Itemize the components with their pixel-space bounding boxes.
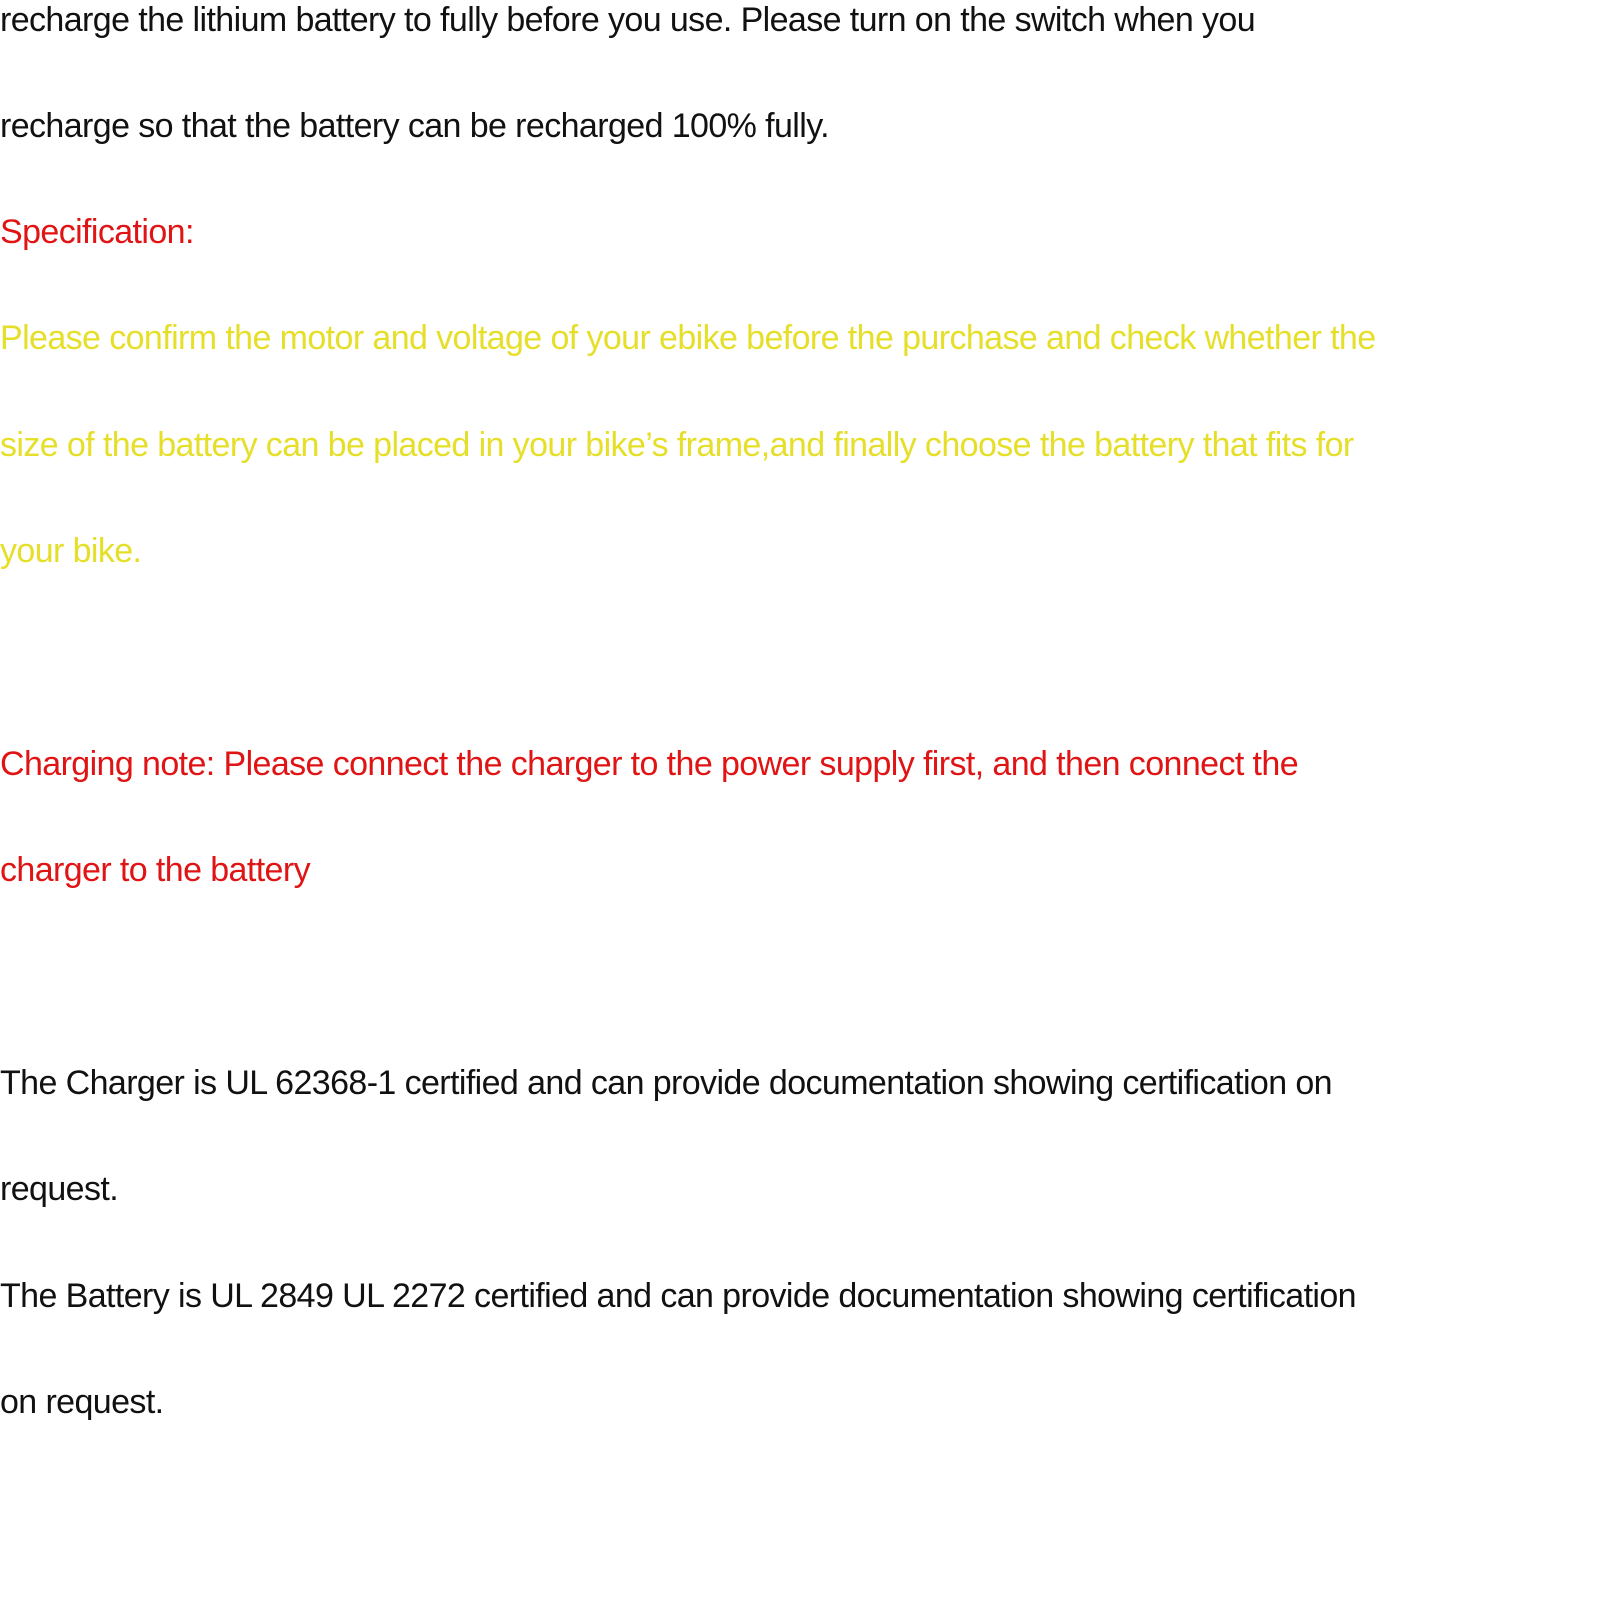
intro-text-line-2: recharge so that the battery can be recharged 100% fully. [0,107,829,145]
battery-certification-line-1: The Battery is UL 2849 UL 2272 certified and can provide documentation showing certification [0,1277,1356,1315]
charging-note-line-2: charger to the battery [0,851,310,889]
specification-text-line-2: size of the battery can be placed in your bike’s frame,and finally choose the battery that fits for [0,426,1354,464]
specification-heading: Specification: [0,213,194,251]
charging-note-line-1: Charging note: Please connect the charger to the power supply first, and then connect the [0,745,1299,783]
specification-text-line-3: your bike. [0,532,142,570]
charger-certification-line-1: The Charger is UL 62368-1 certified and can provide documentation showing certification on [0,1064,1332,1102]
battery-certification-line-2: on request. [0,1383,164,1421]
specification-text-line-1: Please confirm the motor and voltage of your ebike before the purchase and check whether the [0,319,1376,357]
charger-certification-line-2: request. [0,1170,119,1208]
intro-text-line-1: recharge the lithium battery to fully before you use. Please turn on the switch when you [0,1,1256,39]
